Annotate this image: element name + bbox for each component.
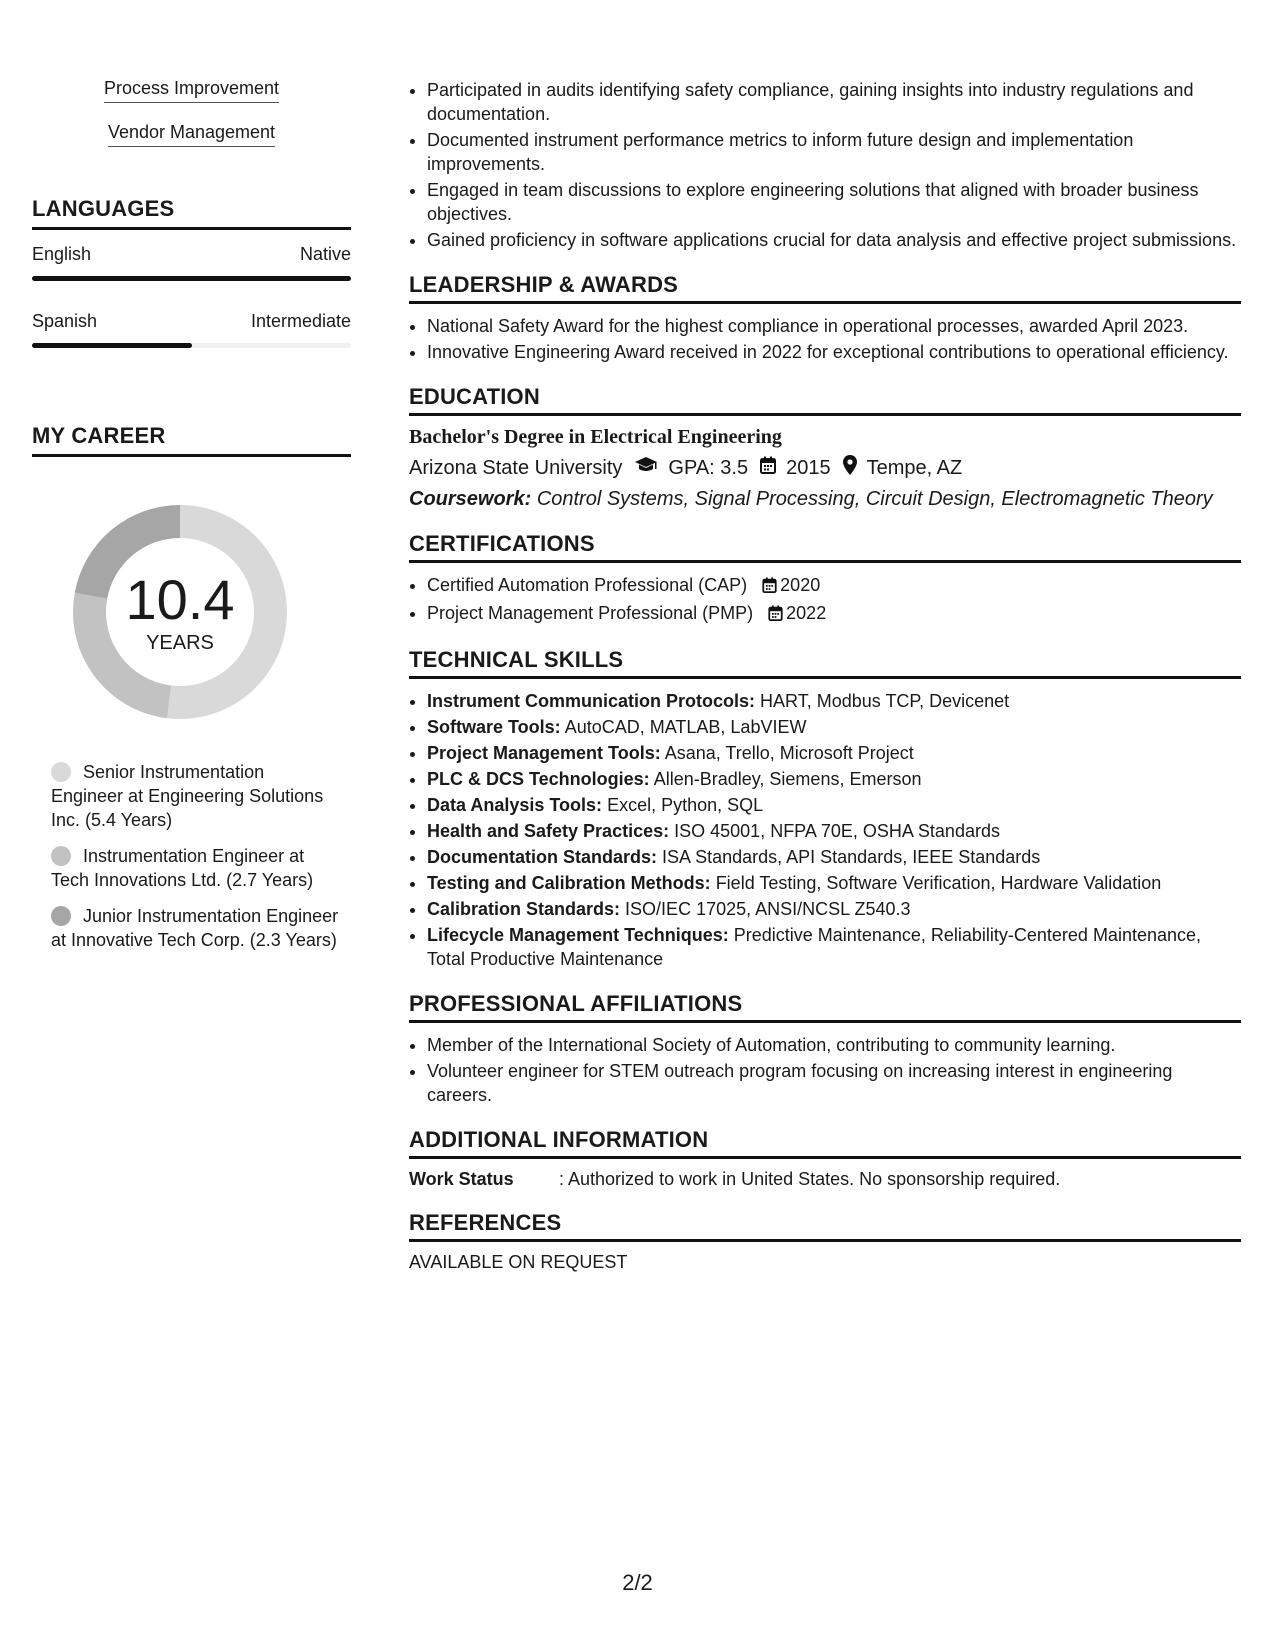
- career-total: 10.4: [125, 567, 235, 631]
- skill-values: Predictive Maintenance, Reliability-Centered Maintenance, Total Productive Maintenance: [427, 925, 1202, 969]
- skill-category: Project Management Tools:: [427, 743, 661, 763]
- technical-skill-item: [427, 767, 1241, 791]
- certifications-list: [409, 573, 1241, 627]
- career-unit: YEARS: [146, 631, 214, 654]
- certification-item: [427, 601, 1241, 627]
- skill-values: Allen-Bradley, Siemens, Emerson: [653, 769, 922, 789]
- coursework: [409, 488, 1241, 511]
- technical-skill-item: [427, 871, 1241, 895]
- work-status-value: : Authorized to work in United States. No sponsorship required.: [559, 1169, 1061, 1189]
- left-column: [32, 78, 351, 964]
- work-status-row: [409, 1169, 1241, 1190]
- career-donut-chart: [65, 497, 295, 727]
- technical-skill-item: [427, 845, 1241, 869]
- skill-values: ISO/IEC 17025, ANSI/NCSL Z540.3: [625, 899, 911, 919]
- work-status-label: Work Status: [409, 1169, 514, 1189]
- language-english: [32, 244, 351, 281]
- certification-name: Project Management Professional (PMP): [427, 603, 754, 623]
- language-level: Intermediate: [250, 311, 351, 331]
- affiliation-item: • Member of the International Society of Automation, contributing to community learning.: [427, 1033, 1241, 1057]
- skill-tag: Vendor Management: [108, 122, 275, 147]
- certification-year: 2022: [786, 603, 827, 623]
- legend-dot: [51, 762, 71, 782]
- experience-bullet: • Gained proficiency in software applications crucial for data analysis and effective project submissions.: [427, 228, 1241, 252]
- experience-bullet: • Documented instrument performance metrics to inform future design and implementation improvements.: [427, 128, 1241, 176]
- language-bar: [32, 343, 351, 348]
- leadership-item: • National Safety Award for the highest compliance in operational processes, awarded April 2023.: [427, 314, 1241, 338]
- gpa: GPA: 3.5: [668, 456, 749, 479]
- leadership-list: [409, 314, 1241, 364]
- skill-category: PLC & DCS Technologies:: [427, 769, 650, 789]
- career-legend-item: [51, 904, 341, 952]
- coursework-label: Coursework:: [409, 488, 532, 510]
- technical-skills-heading: TECHNICAL SKILLS: [409, 647, 1241, 679]
- career-legend: [51, 760, 341, 952]
- career-legend-text: Junior Instrumentation Engineer at Innovative Tech Corp. (2.3 Years): [51, 906, 339, 950]
- language-spanish: [32, 311, 351, 348]
- career-heading: MY CAREER: [32, 423, 351, 457]
- career-legend-text: Instrumentation Engineer at Tech Innovations Ltd. (2.7 Years): [51, 846, 314, 890]
- language-name: Spanish: [32, 311, 98, 331]
- technical-skill-item: [427, 689, 1241, 713]
- skill-values: AutoCAD, MATLAB, LabVIEW: [564, 717, 807, 737]
- education-details: [409, 455, 1241, 481]
- skill-values: Field Testing, Software Verification, Hardware Validation: [715, 873, 1162, 893]
- certification-item: [427, 573, 1241, 599]
- skill-tag: Process Improvement: [104, 78, 279, 103]
- calendar-icon: [768, 603, 783, 627]
- technical-skill-item: [427, 923, 1241, 971]
- skill-category: Software Tools:: [427, 717, 561, 737]
- right-column: [409, 78, 1241, 1273]
- graduation-year: 2015: [786, 456, 831, 479]
- additional-info-heading: ADDITIONAL INFORMATION: [409, 1127, 1241, 1159]
- school-name: Arizona State University: [409, 456, 623, 479]
- skill-tags: [32, 78, 351, 166]
- references-text: AVAILABLE ON REQUEST: [409, 1252, 628, 1272]
- page-number: 2/2: [622, 1570, 653, 1595]
- technical-skill-item: [427, 741, 1241, 765]
- degree-title: Bachelor's Degree in Electrical Engineering: [409, 426, 782, 448]
- skill-values: Excel, Python, SQL: [607, 795, 764, 815]
- skill-values: Asana, Trello, Microsoft Project: [664, 743, 914, 763]
- education-heading: EDUCATION: [409, 384, 1241, 416]
- skill-category: Calibration Standards:: [427, 899, 621, 919]
- references-heading: REFERENCES: [409, 1210, 1241, 1242]
- graduation-cap-icon: [634, 456, 658, 480]
- experience-bullet: • Participated in audits identifying safety compliance, gaining insights into industry regulations and documentation.: [427, 78, 1241, 126]
- skill-category: Data Analysis Tools:: [427, 795, 603, 815]
- language-name: English: [32, 244, 92, 264]
- calendar-icon: [760, 456, 776, 480]
- skill-category: Testing and Calibration Methods:: [427, 873, 711, 893]
- experience-bullets: [409, 78, 1241, 252]
- leadership-item: • Innovative Engineering Award received in 2022 for exceptional contributions to operational efficiency.: [427, 340, 1241, 364]
- technical-skills-list: [409, 689, 1241, 971]
- certification-year: 2020: [780, 575, 821, 595]
- technical-skill-item: [427, 715, 1241, 739]
- skill-values: HART, Modbus TCP, Devicenet: [760, 691, 1010, 711]
- languages-heading: LANGUAGES: [32, 196, 351, 230]
- experience-bullet: • Engaged in team discussions to explore engineering solutions that aligned with broader business objectives.: [427, 178, 1241, 226]
- language-level: Native: [299, 244, 351, 264]
- skill-category: Instrument Communication Protocols:: [427, 691, 756, 711]
- school-location: Tempe, AZ: [866, 456, 963, 479]
- skill-category: Documentation Standards:: [427, 847, 658, 867]
- affiliations-list: [409, 1033, 1241, 1107]
- calendar-icon: [762, 575, 777, 599]
- affiliations-heading: PROFESSIONAL AFFILIATIONS: [409, 991, 1241, 1023]
- leadership-heading: LEADERSHIP & AWARDS: [409, 272, 1241, 304]
- legend-dot: [51, 906, 71, 926]
- affiliation-item: • Volunteer engineer for STEM outreach program focusing on increasing interest in engineering careers.: [427, 1059, 1241, 1107]
- skill-category: Health and Safety Practices:: [427, 821, 670, 841]
- technical-skill-item: [427, 819, 1241, 843]
- technical-skill-item: [427, 793, 1241, 817]
- certifications-heading: CERTIFICATIONS: [409, 531, 1241, 563]
- career-legend-text: Senior Instrumentation Engineer at Engineering Solutions Inc. (5.4 Years): [51, 762, 324, 830]
- language-bar: [32, 276, 351, 281]
- skill-values: ISA Standards, API Standards, IEEE Standards: [662, 847, 1041, 867]
- career-legend-item: [51, 760, 341, 832]
- technical-skill-item: [427, 897, 1241, 921]
- language-bar-fill: [32, 343, 192, 348]
- language-bar-fill: [32, 276, 351, 281]
- legend-dot: [51, 846, 71, 866]
- career-legend-item: [51, 844, 341, 892]
- skill-category: Lifecycle Management Techniques:: [427, 925, 729, 945]
- coursework-list: Control Systems, Signal Processing, Circuit Design, Electromagnetic Theory: [536, 488, 1213, 510]
- map-pin-icon: [843, 455, 857, 481]
- skill-values: ISO 45001, NFPA 70E, OSHA Standards: [674, 821, 1000, 841]
- certification-name: Certified Automation Professional (CAP): [427, 575, 748, 595]
